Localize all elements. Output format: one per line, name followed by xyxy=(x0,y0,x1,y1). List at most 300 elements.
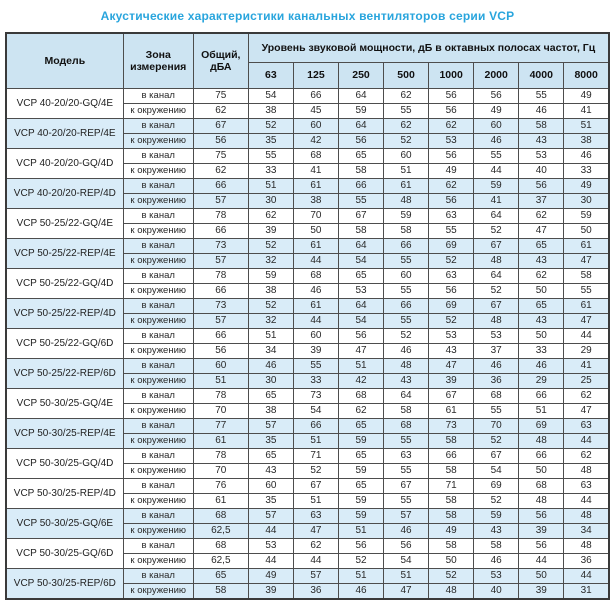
model-name-cell: VCP 50-25/22-REP/6D xyxy=(6,359,123,389)
sound-power-level-cell: 61 xyxy=(564,239,609,254)
sound-power-level-cell: 48 xyxy=(564,509,609,524)
table-header xyxy=(6,33,609,89)
sound-power-level-cell: 69 xyxy=(474,479,519,494)
column-header-freq-63: 63 xyxy=(248,63,293,89)
measurement-zone-cell: к окружению xyxy=(123,464,193,479)
sound-power-level-cell: 52 xyxy=(474,494,519,509)
total-dba-cell: 56 xyxy=(193,134,248,149)
sound-power-level-cell: 51 xyxy=(338,569,383,584)
sound-power-level-cell: 38 xyxy=(293,194,338,209)
sound-power-level-cell: 47 xyxy=(564,404,609,419)
measurement-zone-cell: в канал xyxy=(123,539,193,554)
sound-power-level-cell: 63 xyxy=(564,419,609,434)
total-dba-cell: 66 xyxy=(193,329,248,344)
sound-power-level-cell: 49 xyxy=(564,179,609,194)
measurement-zone-cell: к окружению xyxy=(123,434,193,449)
column-header-freq-4000: 4000 xyxy=(519,63,564,89)
sound-power-level-cell: 36 xyxy=(474,374,519,389)
sound-power-level-cell: 50 xyxy=(519,284,564,299)
sound-power-level-cell: 47 xyxy=(429,359,474,374)
sound-power-level-cell: 60 xyxy=(248,479,293,494)
column-header-zone: Зона измерения xyxy=(123,33,193,89)
sound-power-level-cell: 44 xyxy=(564,434,609,449)
sound-power-level-cell: 37 xyxy=(519,194,564,209)
sound-power-level-cell: 58 xyxy=(429,434,474,449)
measurement-zone-cell: к окружению xyxy=(123,164,193,179)
sound-power-level-cell: 54 xyxy=(338,314,383,329)
sound-power-level-cell: 67 xyxy=(474,239,519,254)
sound-power-level-cell: 53 xyxy=(429,329,474,344)
sound-power-level-cell: 60 xyxy=(293,329,338,344)
sound-power-level-cell: 52 xyxy=(429,254,474,269)
measurement-zone-cell: к окружению xyxy=(123,524,193,539)
sound-power-level-cell: 58 xyxy=(564,269,609,284)
measurement-zone-cell: к окружению xyxy=(123,344,193,359)
sound-power-level-cell: 46 xyxy=(519,104,564,119)
total-dba-cell: 67 xyxy=(193,119,248,134)
measurement-zone-cell: в канал xyxy=(123,209,193,224)
measurement-zone-cell: в канал xyxy=(123,449,193,464)
sound-power-level-cell: 38 xyxy=(248,404,293,419)
sound-power-level-cell: 33 xyxy=(564,164,609,179)
sound-power-level-cell: 42 xyxy=(338,374,383,389)
sound-power-level-cell: 46 xyxy=(564,149,609,164)
sound-power-level-cell: 71 xyxy=(429,479,474,494)
sound-power-level-cell: 65 xyxy=(338,419,383,434)
sound-power-level-cell: 51 xyxy=(384,164,429,179)
sound-power-level-cell: 55 xyxy=(384,434,429,449)
sound-power-level-cell: 44 xyxy=(248,524,293,539)
total-dba-cell: 57 xyxy=(193,194,248,209)
table-row xyxy=(6,539,609,554)
sound-power-level-cell: 61 xyxy=(293,239,338,254)
total-dba-cell: 68 xyxy=(193,539,248,554)
total-dba-cell: 73 xyxy=(193,299,248,314)
model-name-cell: VCP 50-30/25-REP/4E xyxy=(6,419,123,449)
sound-power-level-cell: 59 xyxy=(338,494,383,509)
table-row xyxy=(6,329,609,344)
sound-power-level-cell: 59 xyxy=(338,434,383,449)
table-row xyxy=(6,419,609,434)
sound-power-level-cell: 60 xyxy=(384,269,429,284)
sound-power-level-cell: 58 xyxy=(429,539,474,554)
sound-power-level-cell: 63 xyxy=(429,269,474,284)
sound-power-level-cell: 44 xyxy=(293,314,338,329)
sound-power-level-cell: 41 xyxy=(474,194,519,209)
sound-power-level-cell: 56 xyxy=(429,104,474,119)
total-dba-cell: 78 xyxy=(193,449,248,464)
sound-power-level-cell: 55 xyxy=(519,89,564,104)
sound-power-level-cell: 39 xyxy=(248,224,293,239)
sound-power-level-cell: 58 xyxy=(384,224,429,239)
sound-power-level-cell: 53 xyxy=(338,284,383,299)
sound-power-level-cell: 66 xyxy=(338,179,383,194)
sound-power-level-cell: 58 xyxy=(429,494,474,509)
total-dba-cell: 68 xyxy=(193,509,248,524)
sound-power-level-cell: 56 xyxy=(338,539,383,554)
sound-power-level-cell: 67 xyxy=(474,299,519,314)
sound-power-level-cell: 46 xyxy=(384,344,429,359)
sound-power-level-cell: 50 xyxy=(429,554,474,569)
sound-power-level-cell: 55 xyxy=(474,404,519,419)
sound-power-level-cell: 39 xyxy=(519,584,564,600)
table-row xyxy=(6,239,609,254)
total-dba-cell: 70 xyxy=(193,464,248,479)
sound-power-level-cell: 59 xyxy=(338,509,383,524)
sound-power-level-cell: 55 xyxy=(384,284,429,299)
sound-power-level-cell: 55 xyxy=(384,254,429,269)
sound-power-level-cell: 66 xyxy=(519,389,564,404)
sound-power-level-cell: 51 xyxy=(338,359,383,374)
sound-power-level-cell: 34 xyxy=(248,344,293,359)
sound-power-level-cell: 58 xyxy=(338,224,383,239)
sound-power-level-cell: 41 xyxy=(564,359,609,374)
acoustic-characteristics-table xyxy=(5,32,610,600)
measurement-zone-cell: в канал xyxy=(123,389,193,404)
model-name-cell: VCP 50-30/25-GQ/4D xyxy=(6,449,123,479)
model-name-cell: VCP 40-20/20-GQ/4D xyxy=(6,149,123,179)
sound-power-level-cell: 54 xyxy=(474,464,519,479)
sound-power-level-cell: 53 xyxy=(519,149,564,164)
measurement-zone-cell: в канал xyxy=(123,149,193,164)
sound-power-level-cell: 38 xyxy=(248,104,293,119)
measurement-zone-cell: в канал xyxy=(123,239,193,254)
sound-power-level-cell: 52 xyxy=(384,329,429,344)
sound-power-level-cell: 41 xyxy=(564,104,609,119)
model-name-cell: VCP 50-30/25-REP/4D xyxy=(6,479,123,509)
sound-power-level-cell: 50 xyxy=(519,329,564,344)
sound-power-level-cell: 50 xyxy=(519,569,564,584)
measurement-zone-cell: к окружению xyxy=(123,374,193,389)
sound-power-level-cell: 56 xyxy=(429,89,474,104)
sound-power-level-cell: 63 xyxy=(293,509,338,524)
sound-power-level-cell: 54 xyxy=(384,554,429,569)
sound-power-level-cell: 48 xyxy=(384,194,429,209)
total-dba-cell: 60 xyxy=(193,359,248,374)
sound-power-level-cell: 67 xyxy=(338,209,383,224)
sound-power-level-cell: 67 xyxy=(293,479,338,494)
sound-power-level-cell: 64 xyxy=(338,119,383,134)
sound-power-level-cell: 58 xyxy=(474,539,519,554)
measurement-zone-cell: в канал xyxy=(123,479,193,494)
sound-power-level-cell: 59 xyxy=(338,464,383,479)
sound-power-level-cell: 29 xyxy=(519,374,564,389)
sound-power-level-cell: 48 xyxy=(519,434,564,449)
sound-power-level-cell: 54 xyxy=(293,404,338,419)
sound-power-level-cell: 44 xyxy=(293,554,338,569)
sound-power-level-cell: 69 xyxy=(429,299,474,314)
sound-power-level-cell: 68 xyxy=(474,389,519,404)
table-row xyxy=(6,509,609,524)
table-body xyxy=(6,89,609,600)
table-row xyxy=(6,149,609,164)
sound-power-level-cell: 59 xyxy=(474,509,519,524)
sound-power-level-cell: 57 xyxy=(384,509,429,524)
sound-power-level-cell: 43 xyxy=(519,254,564,269)
measurement-zone-cell: к окружению xyxy=(123,584,193,600)
measurement-zone-cell: к окружению xyxy=(123,224,193,239)
sound-power-level-cell: 48 xyxy=(474,314,519,329)
total-dba-cell: 75 xyxy=(193,89,248,104)
column-header-freq-500: 500 xyxy=(384,63,429,89)
model-name-cell: VCP 40-20/20-REP/4D xyxy=(6,179,123,209)
sound-power-level-cell: 38 xyxy=(248,284,293,299)
sound-power-level-cell: 65 xyxy=(338,449,383,464)
sound-power-level-cell: 48 xyxy=(384,359,429,374)
total-dba-cell: 73 xyxy=(193,239,248,254)
sound-power-level-cell: 60 xyxy=(384,149,429,164)
sound-power-level-cell: 47 xyxy=(564,314,609,329)
sound-power-level-cell: 47 xyxy=(384,584,429,600)
sound-power-level-cell: 55 xyxy=(384,104,429,119)
measurement-zone-cell: к окружению xyxy=(123,254,193,269)
sound-power-level-cell: 55 xyxy=(384,314,429,329)
sound-power-level-cell: 30 xyxy=(564,194,609,209)
sound-power-level-cell: 68 xyxy=(293,149,338,164)
sound-power-level-cell: 36 xyxy=(564,554,609,569)
column-header-freq-125: 125 xyxy=(293,63,338,89)
model-name-cell: VCP 50-30/25-GQ/4E xyxy=(6,389,123,419)
total-dba-cell: 66 xyxy=(193,179,248,194)
sound-power-level-cell: 47 xyxy=(519,224,564,239)
sound-power-level-cell: 62 xyxy=(564,389,609,404)
total-dba-cell: 70 xyxy=(193,404,248,419)
model-name-cell: VCP 50-25/22-GQ/4D xyxy=(6,269,123,299)
sound-power-level-cell: 71 xyxy=(293,449,338,464)
sound-power-level-cell: 59 xyxy=(248,269,293,284)
total-dba-cell: 66 xyxy=(193,284,248,299)
sound-power-level-cell: 65 xyxy=(338,269,383,284)
model-name-cell: VCP 50-25/22-GQ/4E xyxy=(6,209,123,239)
measurement-zone-cell: в канал xyxy=(123,119,193,134)
measurement-zone-cell: к окружению xyxy=(123,314,193,329)
sound-power-level-cell: 52 xyxy=(474,224,519,239)
sound-power-level-cell: 66 xyxy=(519,449,564,464)
measurement-zone-cell: в канал xyxy=(123,179,193,194)
sound-power-level-cell: 56 xyxy=(519,509,564,524)
sound-power-level-cell: 55 xyxy=(248,149,293,164)
sound-power-level-cell: 62 xyxy=(429,119,474,134)
sound-power-level-cell: 67 xyxy=(474,449,519,464)
sound-power-level-cell: 52 xyxy=(429,314,474,329)
sound-power-level-cell: 51 xyxy=(293,494,338,509)
sound-power-level-cell: 36 xyxy=(293,584,338,600)
sound-power-level-cell: 59 xyxy=(474,179,519,194)
sound-power-level-cell: 56 xyxy=(519,179,564,194)
column-header-freq-8000: 8000 xyxy=(564,63,609,89)
measurement-zone-cell: в канал xyxy=(123,269,193,284)
sound-power-level-cell: 68 xyxy=(384,419,429,434)
sound-power-level-cell: 73 xyxy=(429,419,474,434)
sound-power-level-cell: 45 xyxy=(293,104,338,119)
sound-power-level-cell: 44 xyxy=(564,494,609,509)
table-row xyxy=(6,359,609,374)
sound-power-level-cell: 62 xyxy=(293,539,338,554)
model-name-cell: VCP 50-30/25-GQ/6D xyxy=(6,539,123,569)
sound-power-level-cell: 49 xyxy=(248,569,293,584)
sound-power-level-cell: 66 xyxy=(293,89,338,104)
sound-power-level-cell: 39 xyxy=(429,374,474,389)
sound-power-level-cell: 37 xyxy=(474,344,519,359)
measurement-zone-cell: в канал xyxy=(123,509,193,524)
sound-power-level-cell: 61 xyxy=(293,299,338,314)
total-dba-cell: 76 xyxy=(193,479,248,494)
sound-power-level-cell: 56 xyxy=(384,539,429,554)
sound-power-level-cell: 50 xyxy=(564,224,609,239)
sound-power-level-cell: 69 xyxy=(519,419,564,434)
sound-power-level-cell: 48 xyxy=(564,539,609,554)
sound-power-level-cell: 62 xyxy=(248,209,293,224)
sound-power-level-cell: 59 xyxy=(384,209,429,224)
total-dba-cell: 62,5 xyxy=(193,554,248,569)
sound-power-level-cell: 39 xyxy=(519,524,564,539)
sound-power-level-cell: 56 xyxy=(338,134,383,149)
measurement-zone-cell: к окружению xyxy=(123,104,193,119)
total-dba-cell: 78 xyxy=(193,209,248,224)
total-dba-cell: 75 xyxy=(193,149,248,164)
model-name-cell: VCP 50-25/22-GQ/6D xyxy=(6,329,123,359)
table-row xyxy=(6,299,609,314)
table-row xyxy=(6,269,609,284)
sound-power-level-cell: 64 xyxy=(338,89,383,104)
total-dba-cell: 57 xyxy=(193,314,248,329)
sound-power-level-cell: 46 xyxy=(474,134,519,149)
sound-power-level-cell: 41 xyxy=(293,164,338,179)
sound-power-level-cell: 61 xyxy=(384,179,429,194)
sound-power-level-cell: 65 xyxy=(338,479,383,494)
sound-power-level-cell: 40 xyxy=(474,584,519,600)
sound-power-level-cell: 50 xyxy=(519,464,564,479)
sound-power-level-cell: 53 xyxy=(474,329,519,344)
sound-power-level-cell: 44 xyxy=(474,164,519,179)
sound-power-level-cell: 34 xyxy=(564,524,609,539)
sound-power-level-cell: 52 xyxy=(248,239,293,254)
sound-power-level-cell: 69 xyxy=(429,239,474,254)
column-header-model: Модель xyxy=(6,33,123,89)
sound-power-level-cell: 63 xyxy=(384,449,429,464)
measurement-zone-cell: в канал xyxy=(123,299,193,314)
measurement-zone-cell: к окружению xyxy=(123,404,193,419)
sound-power-level-cell: 63 xyxy=(564,479,609,494)
sound-power-level-cell: 51 xyxy=(519,404,564,419)
sound-power-level-cell: 73 xyxy=(293,389,338,404)
sound-power-level-cell: 43 xyxy=(248,464,293,479)
sound-power-level-cell: 70 xyxy=(474,419,519,434)
sound-power-level-cell: 43 xyxy=(384,374,429,389)
sound-power-level-cell: 55 xyxy=(384,494,429,509)
sound-power-level-cell: 29 xyxy=(564,344,609,359)
sound-power-level-cell: 62 xyxy=(519,269,564,284)
sound-power-level-cell: 48 xyxy=(474,254,519,269)
sound-power-level-cell: 30 xyxy=(248,374,293,389)
sound-power-level-cell: 52 xyxy=(293,464,338,479)
total-dba-cell: 66 xyxy=(193,224,248,239)
sound-power-level-cell: 64 xyxy=(338,299,383,314)
sound-power-level-cell: 56 xyxy=(429,149,474,164)
sound-power-level-cell: 58 xyxy=(519,119,564,134)
sound-power-level-cell: 51 xyxy=(248,179,293,194)
sound-power-level-cell: 60 xyxy=(474,119,519,134)
measurement-zone-cell: к окружению xyxy=(123,134,193,149)
sound-power-level-cell: 46 xyxy=(474,359,519,374)
sound-power-level-cell: 51 xyxy=(248,329,293,344)
column-header-freq-250: 250 xyxy=(338,63,383,89)
sound-power-level-cell: 58 xyxy=(429,464,474,479)
sound-power-level-cell: 58 xyxy=(338,164,383,179)
sound-power-level-cell: 46 xyxy=(338,584,383,600)
sound-power-level-cell: 67 xyxy=(429,389,474,404)
sound-power-level-cell: 65 xyxy=(248,389,293,404)
sound-power-level-cell: 48 xyxy=(519,494,564,509)
sound-power-level-cell: 32 xyxy=(248,254,293,269)
model-name-cell: VCP 50-30/25-REP/6D xyxy=(6,569,123,600)
sound-power-level-cell: 68 xyxy=(293,269,338,284)
sound-power-level-cell: 57 xyxy=(248,419,293,434)
measurement-zone-cell: в канал xyxy=(123,359,193,374)
sound-power-level-cell: 46 xyxy=(474,554,519,569)
sound-power-level-cell: 43 xyxy=(429,344,474,359)
sound-power-level-cell: 62 xyxy=(384,119,429,134)
sound-power-level-cell: 60 xyxy=(293,119,338,134)
model-name-cell: VCP 50-25/22-REP/4D xyxy=(6,299,123,329)
sound-power-level-cell: 62 xyxy=(564,449,609,464)
sound-power-level-cell: 66 xyxy=(384,299,429,314)
sound-power-level-cell: 47 xyxy=(293,524,338,539)
table-row xyxy=(6,119,609,134)
sound-power-level-cell: 62 xyxy=(338,404,383,419)
measurement-zone-cell: к окружению xyxy=(123,284,193,299)
sound-power-level-cell: 30 xyxy=(248,194,293,209)
sound-power-level-cell: 61 xyxy=(293,179,338,194)
sound-power-level-cell: 55 xyxy=(429,224,474,239)
sound-power-level-cell: 49 xyxy=(564,89,609,104)
sound-power-level-cell: 43 xyxy=(519,314,564,329)
sound-power-level-cell: 51 xyxy=(293,434,338,449)
table-row xyxy=(6,569,609,584)
sound-power-level-cell: 62 xyxy=(429,179,474,194)
sound-power-level-cell: 59 xyxy=(338,104,383,119)
sound-power-level-cell: 64 xyxy=(338,239,383,254)
measurement-zone-cell: к окружению xyxy=(123,194,193,209)
table-row xyxy=(6,449,609,464)
sound-power-level-cell: 49 xyxy=(474,104,519,119)
sound-power-level-cell: 66 xyxy=(384,239,429,254)
total-dba-cell: 57 xyxy=(193,254,248,269)
sound-power-level-cell: 66 xyxy=(293,419,338,434)
sound-power-level-cell: 53 xyxy=(248,539,293,554)
total-dba-cell: 78 xyxy=(193,269,248,284)
sound-power-level-cell: 43 xyxy=(519,134,564,149)
sound-power-level-cell: 62 xyxy=(384,89,429,104)
column-header-total-dba: Общий, дБА xyxy=(193,33,248,89)
sound-power-level-cell: 65 xyxy=(248,449,293,464)
sound-power-level-cell: 33 xyxy=(293,374,338,389)
sound-power-level-cell: 52 xyxy=(338,554,383,569)
sound-power-level-cell: 57 xyxy=(293,569,338,584)
model-name-cell: VCP 40-20/20-GQ/4E xyxy=(6,89,123,119)
sound-power-level-cell: 46 xyxy=(384,524,429,539)
measurement-zone-cell: в канал xyxy=(123,329,193,344)
sound-power-level-cell: 56 xyxy=(474,89,519,104)
column-header-freq-1000: 1000 xyxy=(429,63,474,89)
sound-power-level-cell: 65 xyxy=(519,239,564,254)
sound-power-level-cell: 52 xyxy=(429,569,474,584)
table-row xyxy=(6,179,609,194)
total-dba-cell: 62,5 xyxy=(193,524,248,539)
sound-power-level-cell: 61 xyxy=(429,404,474,419)
sound-power-level-cell: 48 xyxy=(564,464,609,479)
table-row xyxy=(6,389,609,404)
